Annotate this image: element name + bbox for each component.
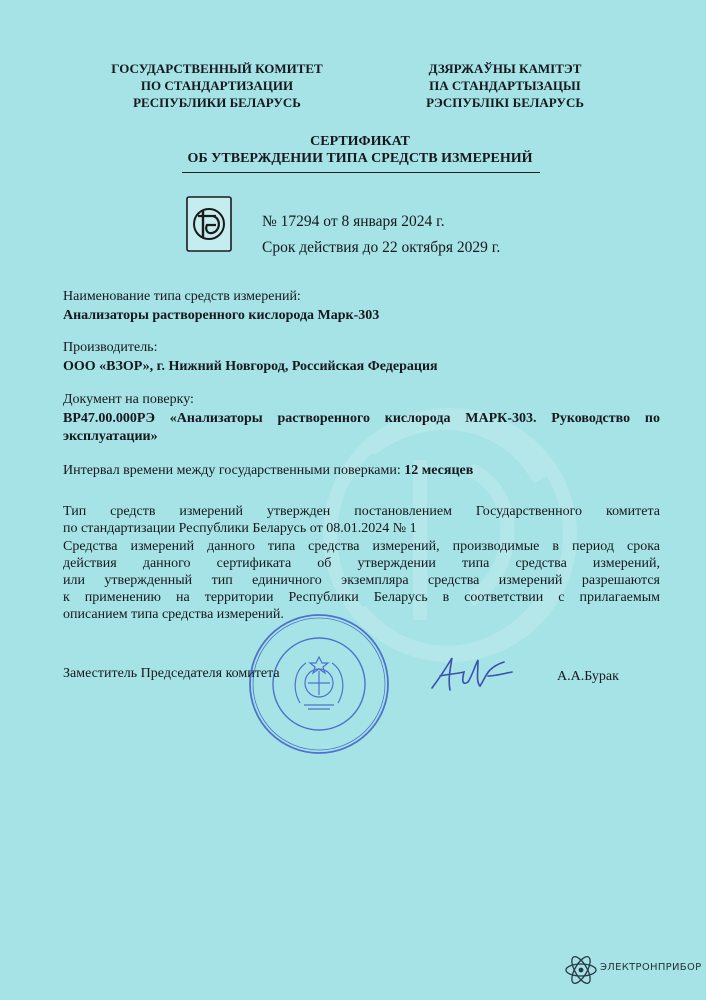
permission-line: Средства измерений данного типа средства измерений, производимые в период срока xyxy=(63,539,660,554)
approval-line: по стандартизации Республики Беларусь от 08.01.2024 № 1 xyxy=(63,521,417,536)
document-title xyxy=(150,133,570,167)
signatory-role: Заместитель Председателя комитета xyxy=(63,666,280,681)
permission-line: описанием типа средства измерений. xyxy=(63,607,284,622)
title-divider xyxy=(182,172,540,173)
header-left-line: ПО СТАНДАРТИЗАЦИИ xyxy=(140,78,294,93)
header-left-line: ГОСУДАРСТВЕННЫЙ КОМИТЕТ xyxy=(111,61,323,76)
manufacturer-label: Производитель: xyxy=(63,340,158,355)
certificate-validity: Срок действия до 22 октября 2029 г. xyxy=(262,239,501,256)
permission-paragraph xyxy=(63,538,660,623)
permission-line: к применению на территории Республики Беларусь в соответствии с прилагаемым xyxy=(63,590,660,605)
certificate-number: № 17294 от 8 января 2024 г. xyxy=(262,213,445,230)
title-line: СЕРТИФИКАТ xyxy=(310,134,410,149)
instrument-type-value: Анализаторы растворенного кислорода Марк-303 xyxy=(63,308,380,323)
interval-label: Интервал времени между государственными поверками: xyxy=(63,463,401,478)
verification-doc-label: Документ на поверку: xyxy=(63,392,194,407)
standardization-logo-icon xyxy=(186,196,232,252)
atom-logo-icon xyxy=(564,953,598,987)
permission-line: или утвержденный тип единичного экземпляра средства измерений разрешаются xyxy=(63,573,660,588)
manufacturer-value: ООО «ВЗОР», г. Нижний Новгород, Российская Федерация xyxy=(63,359,438,374)
footer-brand: ЭЛЕКТРОНПРИБОР xyxy=(600,962,702,973)
header-right-line: РЭСПУБЛІКІ БЕЛАРУСЬ xyxy=(426,95,584,110)
header-left xyxy=(92,60,342,111)
permission-line: действия данного сертификата об утверждении типа средства измерений, xyxy=(63,556,660,571)
approval-line: Тип средств измерений утвержден постановлением Государственного комитета xyxy=(63,504,660,519)
official-seal-icon xyxy=(248,613,390,755)
header-right-line: ПА СТАНДАРТЫЗАЦЫІ xyxy=(429,78,581,93)
signatory-name: А.А.Бурак xyxy=(557,669,619,684)
header-right xyxy=(390,60,620,111)
verification-doc-value: ВР47.00.000РЭ «Анализаторы растворенного кислорода МАРК-303. Руководство по эксплуатации» xyxy=(63,411,660,444)
approval-paragraph xyxy=(63,503,660,537)
title-line: ОБ УТВЕРЖДЕНИИ ТИПА СРЕДСТВ ИЗМЕРЕНИЙ xyxy=(187,151,533,166)
interval-value: 12 месяцев xyxy=(404,463,474,478)
verification-interval xyxy=(63,462,473,480)
header-left-line: РЕСПУБЛИКИ БЕЛАРУСЬ xyxy=(133,95,301,110)
header-right-line: ДЗЯРЖАЎНЫ КАМІТЭТ xyxy=(428,61,582,76)
handwritten-signature xyxy=(428,650,518,696)
instrument-type-label: Наименование типа средств измерений: xyxy=(63,289,301,304)
